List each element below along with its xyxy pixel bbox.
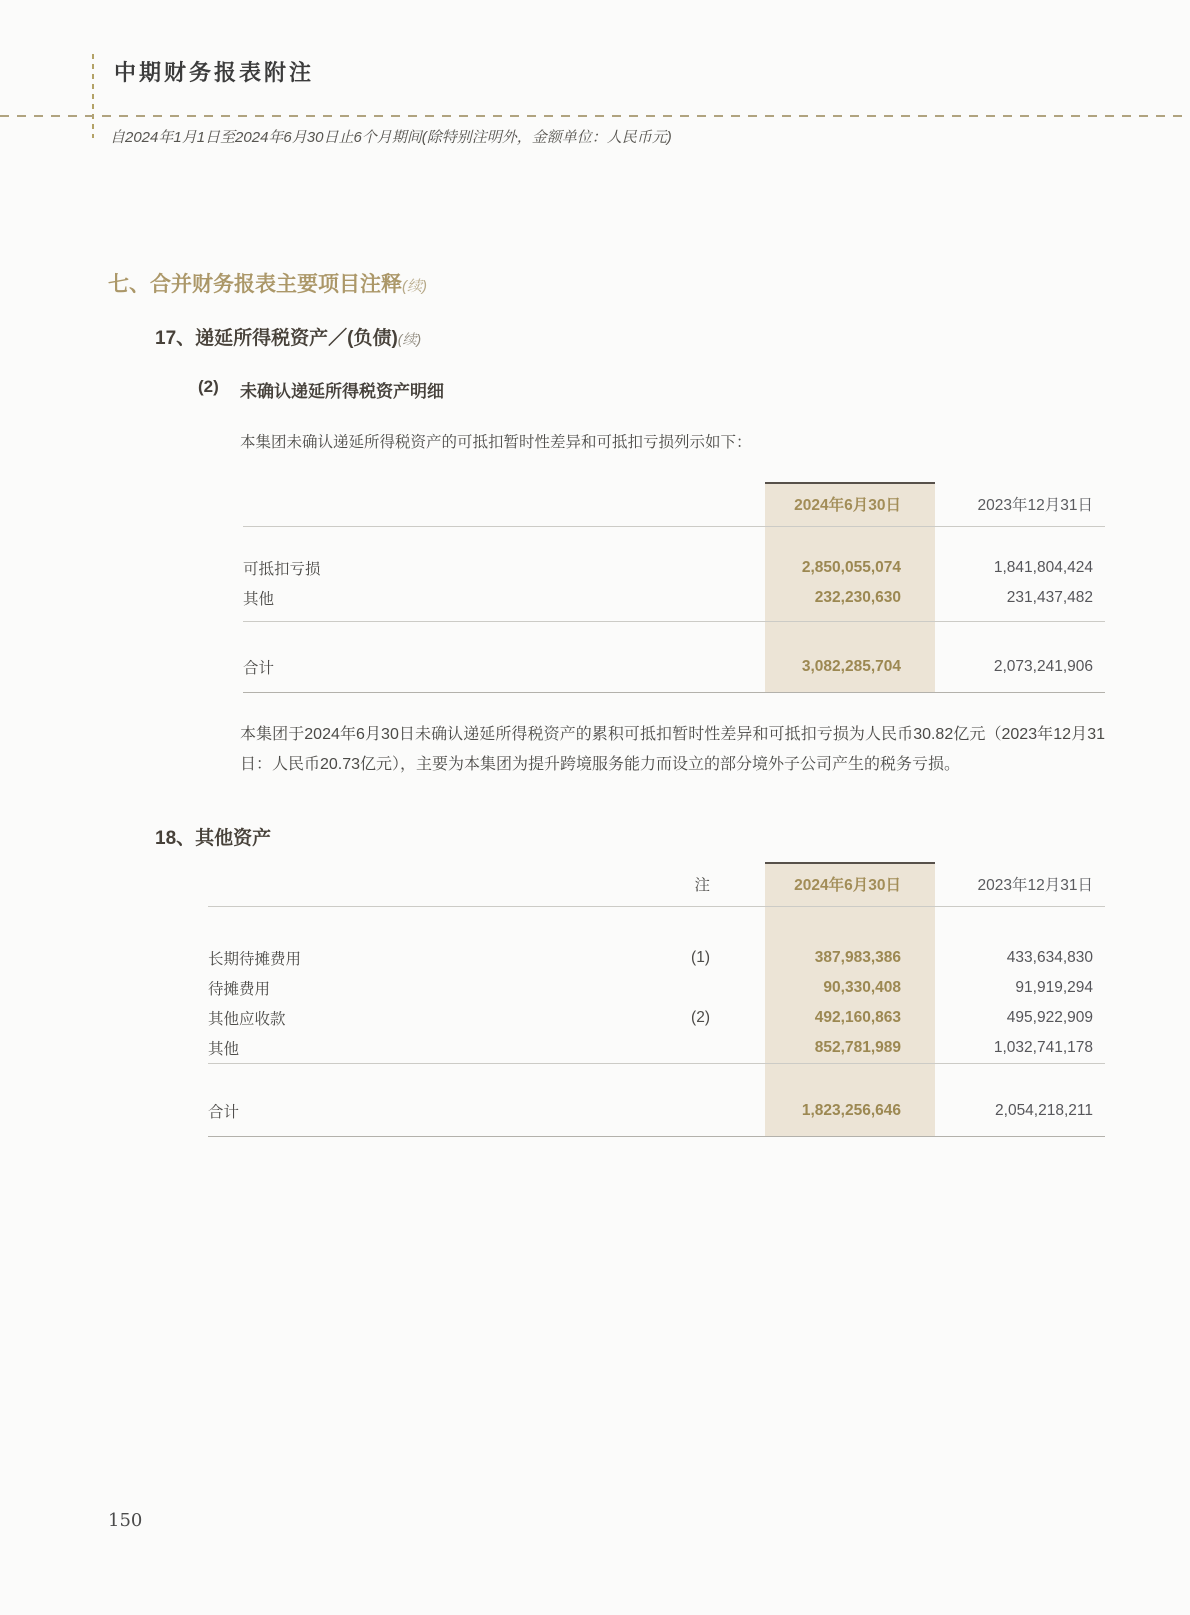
page-number: 150 — [108, 1510, 143, 1531]
row-2024-value: 492,160,863 — [814, 1009, 901, 1026]
header-2023-cell: 2023年12月31日 — [977, 497, 1093, 514]
header-2023-cell: 2023年12月31日 — [977, 877, 1093, 894]
unrecognized-dta-table — [243, 482, 1105, 693]
total-2023-value: 2,073,241,906 — [993, 657, 1093, 675]
section-7-continued-marker: (续) — [402, 278, 427, 295]
table-row — [208, 973, 1105, 1003]
row-2024-value: 232,230,630 — [814, 589, 901, 606]
table-bottom-rule — [208, 1136, 1105, 1137]
document-subtitle: 自2024年1月1日至2024年6月30日止6个月期间(除特别注明外，金额单位：人民币元) — [110, 129, 672, 146]
row-2023-value: 1,841,804,424 — [993, 559, 1093, 576]
row-2023-value: 495,922,909 — [1006, 1009, 1093, 1026]
row-2024-value: 2,850,055,074 — [801, 559, 901, 576]
table-row — [208, 943, 1105, 973]
unrecognized-dta-commentary: 本集团于2024年6月30日未确认递延所得税资产的累积可抵扣暂时性差异和可抵扣亏损为人民币30.82亿元（2023年12月31日：人民币20.73亿元），主要为本集团为提升跨境服务能力而设立的部分境外子公司产生的税务亏损。 — [240, 726, 1105, 773]
row-label: 其他 — [243, 591, 275, 608]
item-2-index: (2) — [198, 377, 219, 396]
row-note-ref: (1) — [691, 949, 710, 966]
table-total-row — [208, 1094, 1105, 1127]
note-17-item-2-heading — [198, 377, 1190, 402]
vertical-dashed-rule — [92, 54, 94, 138]
total-label: 合计 — [243, 659, 275, 677]
row-2023-value: 91,919,294 — [1015, 979, 1093, 996]
row-2023-value: 1,032,741,178 — [993, 1039, 1093, 1056]
unrecognized-dta-intro: 本集团未确认递延所得税资产的可抵扣暂时性差异和可抵扣亏损列示如下： — [240, 434, 752, 451]
row-2024-value: 387,983,386 — [814, 949, 901, 966]
header-2024-cell: 2024年6月30日 — [794, 497, 901, 514]
header-2024-cell: 2024年6月30日 — [794, 877, 901, 894]
table-total-row — [243, 650, 1105, 683]
horizontal-dashed-rule — [0, 115, 1190, 117]
section-7-title — [108, 268, 1190, 298]
item-2-title: 未确认递延所得税资产明细 — [240, 382, 444, 401]
table-header-row — [208, 862, 1105, 907]
note-18-heading: 18、其他资产 — [155, 828, 272, 849]
table-row — [208, 1003, 1105, 1033]
row-2023-value: 231,437,482 — [1006, 589, 1093, 606]
row-2023-value: 433,634,830 — [1006, 949, 1093, 966]
total-2024-value: 3,082,285,704 — [801, 657, 901, 675]
row-label: 待摊费用 — [208, 981, 271, 998]
other-assets-table — [208, 862, 1105, 1137]
section-7-title-text: 七、合并财务报表主要项目注释 — [108, 273, 402, 296]
row-note-ref: (2) — [691, 1009, 710, 1026]
row-label: 长期待摊费用 — [208, 951, 302, 968]
row-label: 可抵扣亏损 — [243, 561, 321, 578]
document-title: 中期财务报表附注 — [114, 60, 315, 86]
row-2024-value: 852,781,989 — [814, 1039, 901, 1056]
note-17-heading-text: 17、递延所得税资产／(负债) — [155, 328, 398, 349]
note-17-heading — [155, 323, 1190, 350]
row-label: 其他 — [208, 1041, 240, 1058]
table-bottom-rule — [243, 692, 1105, 693]
table-row — [243, 553, 1105, 583]
note-17-continued-marker: (续) — [397, 331, 422, 347]
total-2023-value: 2,054,218,211 — [995, 1101, 1093, 1119]
row-label: 其他应收款 — [208, 1011, 286, 1028]
total-label: 合计 — [208, 1103, 240, 1121]
header-note-cell: 注 — [694, 877, 710, 894]
table-row — [208, 1033, 1105, 1063]
table-header-row — [243, 482, 1105, 527]
table-row — [243, 583, 1105, 613]
row-2024-value: 90,330,408 — [823, 979, 901, 996]
total-2024-value: 1,823,256,646 — [801, 1101, 901, 1119]
